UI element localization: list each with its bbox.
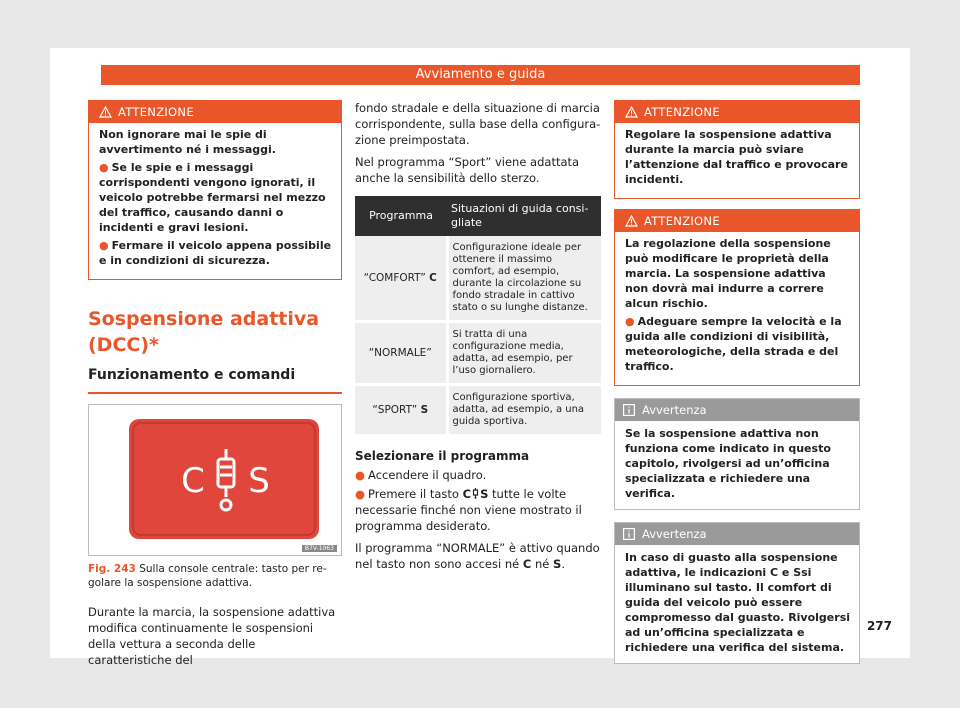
- table-header: Situazioni di guida consigliate: [447, 196, 601, 236]
- program-key: C: [429, 272, 437, 284]
- warning-box: [88, 100, 342, 280]
- warning-header: [615, 210, 859, 232]
- note-box: [614, 398, 860, 510]
- column-middle: [355, 100, 601, 578]
- warning-title: ATTENZIONE: [644, 104, 720, 119]
- note-title: Avvertenza: [642, 526, 707, 541]
- warning-bullet: [99, 160, 333, 235]
- table-row: [355, 322, 601, 385]
- table-row: [355, 385, 601, 436]
- warning-body: [89, 123, 341, 279]
- info-icon: [623, 404, 635, 416]
- section-title: Sospensione adattiva (DCC)*: [88, 308, 320, 356]
- dcc-button-illustration: [89, 405, 341, 555]
- warning-text: Non ignorare mai le spie di avvertimento né i messaggi.: [99, 128, 276, 156]
- program-key: S: [420, 404, 429, 416]
- program-cell: [355, 385, 447, 436]
- dcc-key-icon: C S: [462, 487, 489, 501]
- note-body: [615, 545, 859, 663]
- figure-caption: [88, 562, 342, 590]
- note-text: In caso di guasto alla sospensione adattiva, le indicazioni C e Ssi illuminano sul tasto. Il comfort di guida del veicolo può essere compromesso dal guasto. Rivolgersi ad un’officina specializzata e richiedere una verifica del sistema.: [625, 551, 851, 654]
- note-box: [614, 522, 860, 664]
- note-header: [615, 399, 859, 421]
- figure-dcc-button: [88, 404, 342, 556]
- warning-header: [615, 101, 859, 123]
- warning-text: Regolare la sospensione adattiva durante la marcia può sviare l’attenzione dal traffico e provocare incidenti.: [625, 128, 848, 186]
- bullet-icon: ●: [99, 239, 109, 252]
- warning-bullet-text: Fermare il veicolo appena possibile e in condizioni di sicurezza.: [99, 239, 332, 267]
- procedure-step: [355, 486, 601, 534]
- chapter-header: Avviamento e guida: [101, 65, 860, 85]
- procedure-step: [355, 467, 601, 483]
- note-body: [615, 421, 859, 509]
- figure-code: B7V-1063: [302, 545, 337, 552]
- note-text: Se la sospensione adattiva non funziona come indicato in questo capitolo, rivolgersi ad un’officina specializzata e richiedere una verifica.: [625, 427, 831, 500]
- figure-label: Fig. 243: [88, 563, 136, 575]
- table-row: [355, 236, 601, 322]
- warning-text: La regolazione della sospensione può modificare le proprietà della marcia. La sospensione adattiva non dovrà mai indurre a correre alcun rischio.: [625, 237, 831, 310]
- warning-body: [615, 123, 859, 198]
- warning-title: ATTENZIONE: [118, 104, 194, 119]
- button-letter-c: C: [181, 461, 205, 501]
- table-header-row: [355, 196, 601, 236]
- note-title: Avvertenza: [642, 402, 707, 417]
- program-name: “SPORT”: [372, 404, 418, 416]
- warning-triangle-icon: [99, 106, 112, 118]
- bullet-icon: ●: [355, 487, 366, 501]
- warning-triangle-icon: [625, 106, 638, 118]
- body-paragraph: fondo stradale e della situazione di marcia corrispondente, sulla base della configurazione preimpostata.: [355, 101, 601, 147]
- table-header: Programma: [355, 196, 447, 236]
- step-text: Accendere il quadro.: [368, 468, 487, 482]
- body-paragraph: Nel programma “Sport” viene adattata anche la sensibilità dello sterzo.: [355, 155, 580, 185]
- description-cell: Configurazione ideale per ottenere il massimo comfort, ad esempio, durante la circolazione su fondo stradale in cattivo stato o su lunghe distanze.: [447, 236, 601, 322]
- warning-header: [89, 101, 341, 123]
- bullet-icon: ●: [625, 315, 635, 328]
- step-text: Premere il tasto: [368, 487, 459, 501]
- column-left: [88, 100, 342, 674]
- warning-bullet: [625, 314, 851, 374]
- program-cell: [355, 322, 447, 385]
- bullet-icon: ●: [355, 468, 366, 482]
- warning-title: ATTENZIONE: [644, 213, 720, 228]
- button-letter-s: S: [248, 461, 270, 501]
- procedure-title: Selezionare il programma: [355, 449, 530, 463]
- description-cell: Si tratta di una configurazione media, adatta, ad esempio, per l’uso giornaliero.: [447, 322, 601, 385]
- description-cell: Configurazione sportiva, adatta, ad esempio, a una guida sportiva.: [447, 385, 601, 436]
- program-table: [355, 196, 601, 437]
- page-number: 277: [866, 619, 892, 633]
- column-right: [614, 100, 860, 664]
- warning-box: [614, 100, 860, 199]
- subsection-title: Funzionamento e comandi: [88, 366, 342, 394]
- warning-bullet-text: Adeguare sempre la velocità e la guida alle condizioni di visibilità, meteorologiche, della strada e del traffico.: [625, 315, 842, 373]
- program-cell: [355, 236, 447, 322]
- body-paragraph: Il programma “NORMALE” è attivo quando nel tasto non sono accesi né C né S.: [355, 541, 600, 571]
- note-header: [615, 523, 859, 545]
- figure-caption-text: Sulla console centrale: tasto per regolare la sospensione adattiva.: [88, 563, 327, 589]
- step-text: tutte le volte necessarie finché non viene mostrato il programma desiderato.: [355, 487, 582, 533]
- warning-bullet-text: Se le spie e i messaggi corrispondenti vengono ignorati, il veicolo potrebbe fermarsi nel mezzo del traffico, causando danni o incidenti e gravi lesioni.: [99, 161, 326, 234]
- warning-body: [615, 232, 859, 385]
- warning-triangle-icon: [625, 215, 638, 227]
- warning-box: [614, 209, 860, 386]
- program-name: “NORMALE”: [368, 347, 432, 359]
- bullet-icon: ●: [99, 161, 109, 174]
- warning-bullet: [99, 238, 333, 268]
- program-name: “COMFORT”: [363, 272, 426, 284]
- info-icon: [623, 528, 635, 540]
- body-paragraph: Durante la marcia, la sospensione adattiva modifica continuamente le sospensioni della vettura a seconda delle caratteristiche del: [88, 605, 336, 667]
